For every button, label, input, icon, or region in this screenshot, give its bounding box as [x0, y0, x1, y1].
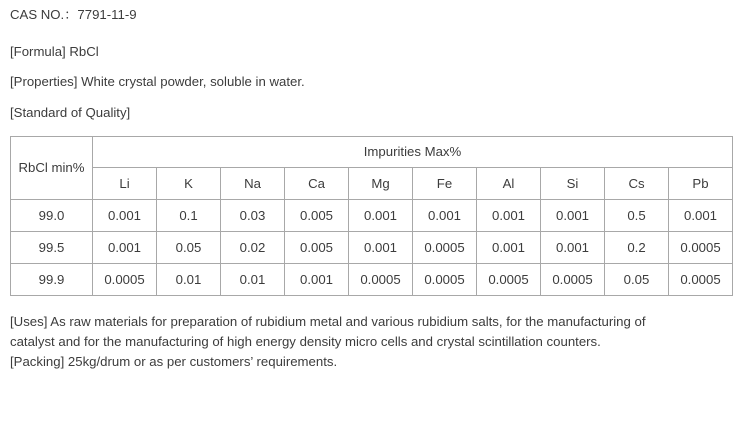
cell-value: 0.0005 [413, 263, 477, 295]
cell-value: 0.01 [221, 263, 285, 295]
cell-value: 0.001 [541, 231, 605, 263]
standard-of-quality-line: [Standard of Quality] [10, 104, 131, 120]
table-row [11, 263, 733, 295]
cell-value: 0.0005 [541, 263, 605, 295]
cell-value: 0.001 [285, 263, 349, 295]
cell-value: 0.001 [93, 199, 157, 231]
table-header-cs: Cs [605, 167, 669, 199]
table-header-ca: Ca [285, 167, 349, 199]
table-header-al: Al [477, 167, 541, 199]
cell-value: 0.01 [157, 263, 221, 295]
cell-value: 0.5 [605, 199, 669, 231]
cell-value: 0.005 [285, 231, 349, 263]
table-row [11, 199, 733, 231]
cell-value: 0.001 [413, 199, 477, 231]
table-header-fe: Fe [413, 167, 477, 199]
cell-value: 0.001 [541, 199, 605, 231]
table-header-mg: Mg [349, 167, 413, 199]
cell-value: 0.05 [157, 231, 221, 263]
table-header-si: Si [541, 167, 605, 199]
cell-grade: 99.9 [11, 263, 93, 295]
spacer [10, 21, 736, 45]
cas-number-line: CAS NO.：7791-11-9 [10, 7, 137, 22]
table-header-row-group [11, 136, 733, 167]
cell-grade: 99.5 [11, 231, 93, 263]
cell-value: 0.0005 [413, 231, 477, 263]
table-header-li: Li [93, 167, 157, 199]
cell-value: 0.0005 [349, 263, 413, 295]
cell-value: 0.0005 [93, 263, 157, 295]
cell-value: 0.001 [669, 199, 733, 231]
cell-value: 0.02 [221, 231, 285, 263]
cell-value: 0.1 [157, 199, 221, 231]
cell-value: 0.03 [221, 199, 285, 231]
table-header-impurities: Impurities Max% [93, 136, 733, 167]
document-page [0, 8, 746, 425]
uses-block [10, 312, 736, 372]
table-header-row-columns [11, 167, 733, 199]
table-header-na: Na [221, 167, 285, 199]
cell-value: 0.001 [349, 231, 413, 263]
uses-line-1: [Uses] As raw materials for preparation of rubidium metal and various rubidium salts, for the manufacturing of [10, 313, 646, 329]
specification-table [10, 136, 733, 296]
cell-value: 0.001 [477, 231, 541, 263]
cell-value: 0.005 [285, 199, 349, 231]
cell-value: 0.2 [605, 231, 669, 263]
cell-value: 0.05 [605, 263, 669, 295]
cell-value: 0.0005 [669, 263, 733, 295]
cell-value: 0.001 [93, 231, 157, 263]
cell-grade: 99.0 [11, 199, 93, 231]
cell-value: 0.0005 [669, 231, 733, 263]
properties-line: [Properties] White crystal powder, soluble in water. [10, 74, 305, 90]
cell-value: 0.0005 [477, 263, 541, 295]
table-header-rbcl: RbCl min% [11, 136, 93, 199]
table-row [11, 231, 733, 263]
formula-line: [Formula] RbCl [10, 44, 99, 60]
table-header-k: K [157, 167, 221, 199]
packing-line: [Packing] 25kg/drum or as per customers’ requirements. [10, 353, 338, 369]
uses-line-2: catalyst and for the manufacturing of high energy density micro cells and crystal scintillation counters. [10, 333, 601, 349]
cell-value: 0.001 [477, 199, 541, 231]
cell-value: 0.001 [349, 199, 413, 231]
table-header-pb: Pb [669, 167, 733, 199]
